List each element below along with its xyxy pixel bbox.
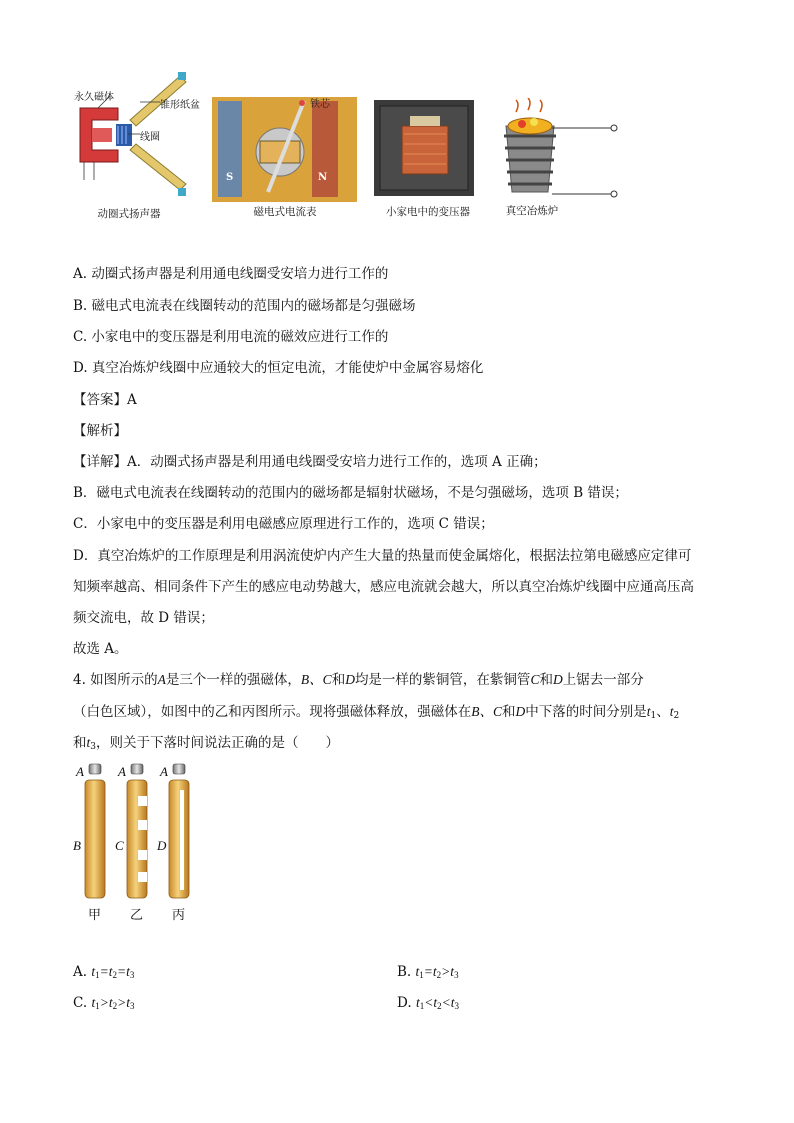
speaker-figure [70,68,210,218]
tube-label-d: D [157,838,167,853]
q3-option-b: B. 磁电式电流表在线圈转动的范围内的磁场都是匀强磁场 [73,298,416,314]
label-core: 铁芯 [310,99,330,110]
q4-option-b: B. $t_1=t_2>t_3$ [397,964,459,980]
cut-yi-2 [138,820,147,830]
meter-figure [212,97,357,217]
tube-label-a-3: A [160,764,168,779]
analysis-line-6: 频交流电，故 D 错误； [73,610,214,626]
meter-photo [212,97,357,202]
analysis-line-3: C．小家电中的变压器是利用电磁感应原理进行工作的，选项 C 错误； [73,516,494,532]
caption-furnace: 真空冶炼炉 [505,205,559,217]
label-s: S [226,172,234,183]
analysis-line-5: 知频率越高、相同条件下产生的感应电动势越大，感应电流就会越大，所以真空冶炼炉线圈中应通高压高 [73,579,694,595]
q4-option-c: C. $t_1>t_2>t_3$ [73,995,135,1011]
q4-stem-line-3: 和$t_3$，则关于下落时间说法正确的是（ ） [73,735,339,752]
caption-meter: 磁电式电流表 [253,206,317,218]
analysis-line-1: 【详解】A．动圈式扬声器是利用通电线圈受安培力进行工作的，选项 A 正确； [73,454,547,470]
furnace-figure [496,98,626,217]
tube-caption-bing: 丙 [172,908,186,923]
magnet-1 [89,764,101,774]
slit-bing [180,790,184,890]
tubes-figure [70,760,200,925]
q4-stem-line-1: 4. 如图所示的A是三个一样的强磁体，B、C和D均是一样的紫铜管，在紫铜管C和D上锯去一部分 [73,672,644,688]
tube-label-a-2: A [118,764,126,779]
cut-yi-1 [138,796,147,806]
analysis-line-4: D．真空冶炼炉的工作原理是利用涡流使炉内产生大量的热量而使金属熔化，根据法拉第电磁感应定律可 [73,548,692,564]
q4-option-d: D. $t_1<t_2<t_3$ [397,995,459,1011]
analysis-heading: 【解析】 [73,423,127,439]
tube-caption-jia: 甲 [88,908,102,923]
magnet-3 [173,764,185,774]
cut-yi-4 [138,872,147,882]
caption-transformer: 小家电中的变压器 [386,206,470,218]
q3-option-d: D. 真空冶炼炉线圈中应通较大的恒定电流，才能使炉中金属容易熔化 [73,360,484,376]
q3-option-c: C. 小家电中的变压器是利用电流的磁效应进行工作的 [73,329,389,345]
analysis-line-2: B．磁电式电流表在线圈转动的范围内的磁场都是辐射状磁场，不是匀强磁场，选项 B 错误； [73,485,628,501]
analysis-line-7: 故选 A。 [73,641,128,657]
label-coil: 线圈 [140,132,160,143]
tube-label-a-1: A [76,764,84,779]
tube-label-b: B [73,838,81,853]
tube-jia [85,780,105,898]
cut-yi-3 [138,850,147,860]
label-cone: 锥形纸盆 [160,100,200,111]
label-n: N [318,172,328,183]
tubes-diagram [70,760,200,925]
transformer-figure [374,100,474,217]
answer: 【答案】A [73,392,137,408]
q4-stem-line-2: （白色区域），如图中的乙和丙图所示。现将强磁体释放，强磁体在B、C和D中下落的时间分别是$t_1$、$t_2$ [73,704,680,721]
tube-caption-yi: 乙 [130,908,144,923]
q4-option-a: A. $t_1=t_2=t_3$ [73,964,135,980]
q3-option-a: A. 动圈式扬声器是利用通电线圈受安培力进行工作的 [73,266,389,282]
magnet-2 [131,764,143,774]
caption-speaker: 动圈式扬声器 [97,208,161,220]
tube-label-c: C [115,838,124,853]
transformer-photo [374,100,474,196]
label-permanent-magnet: 永久磁体 [74,92,114,103]
furnace-diagram [496,98,626,198]
tube-bing [169,780,189,898]
